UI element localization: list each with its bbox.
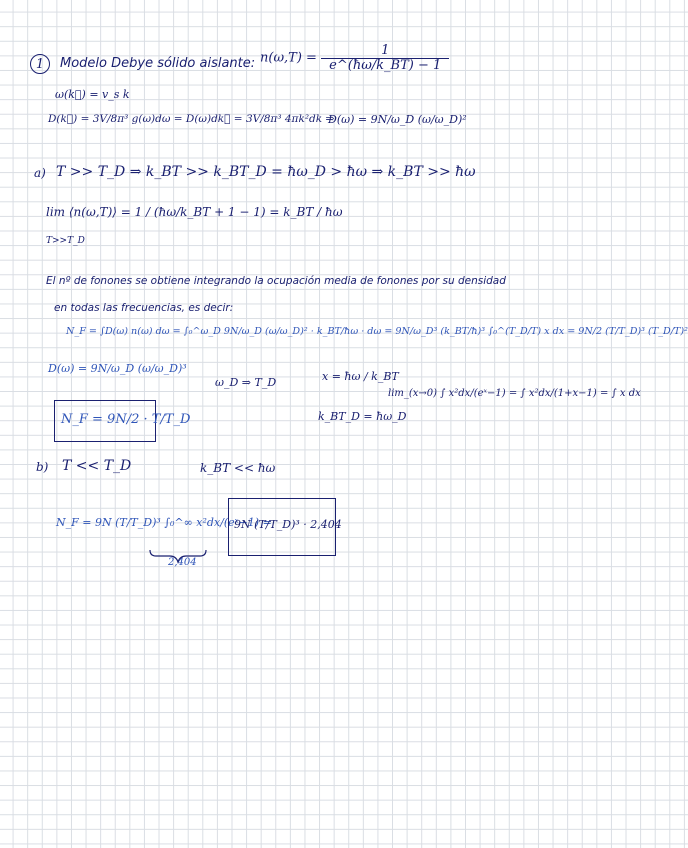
density-of-states-line: D(k⃗) = 3V/8π³ g(ω)dω = D(ω)dk⃗ = 3V/8π³ 4πk²dk ⇒ — [48, 113, 335, 125]
part-a-limit-subscript: T>>T_D — [46, 236, 85, 246]
part-a-limit: lim ⟨n(ω,T)⟩ = 1 / (ħω/k_BT + 1 − 1) = k_BT / ħω — [46, 205, 343, 219]
part-b-result: 9N (T/T_D)³ · 2,404 — [234, 518, 342, 531]
part-b-label: b) — [36, 460, 49, 474]
note-debye-temperature: ω_D ⇒ T_D — [215, 376, 277, 389]
debye-dos: D(ω) = 9N/ω_D (ω/ω_D)² — [328, 113, 467, 126]
part-b-integral: N_F = 9N (T/T_D)³ ∫₀^∞ x²dx/(eˣ−1) = — [56, 516, 272, 529]
part-b-integral-value: 2,404 — [168, 557, 197, 568]
part-b-condition-2: k_BT << ħω — [200, 461, 276, 475]
part-a-result: N_F = 9N/2 · T/T_D — [61, 412, 191, 427]
problem-title: Modelo Debye sólido aislante: — [60, 56, 256, 71]
occupation-formula: n(ω,T) = $\frac{1}{e\^{}(ħ\omega/k\_BT) - 1}$ — [260, 44, 449, 72]
part-b-condition: T << T_D — [62, 458, 132, 474]
part-a-label: a) — [34, 166, 46, 180]
part-a-text-line-2: en todas las frecuencias, es decir: — [54, 302, 234, 314]
part-a-condition: T >> T_D ⇒ k_BT >> k_BT_D = ħω_D > ħω ⇒ k_BT >> ħω — [56, 164, 476, 180]
part-a-text-line-1: El nº de fonones se obtiene integrando la ocupación media de fonones por su densidad — [46, 275, 506, 287]
note-debye-relation: k_BT_D = ħω_D — [318, 410, 407, 423]
phonon-number-integral: N_F = ∫D(ω) n(ω) dω = ∫₀^ω_D 9N/ω_D (ω/ω_D)² · k_BT/ħω · dω = 9N/ω_D³ (k_BT/ħ)³ ∫₀^(T_D/T) x dx = 9N/2 (T/T_D)³ (T_D/T)² — [66, 326, 688, 337]
note-substitution: x = ħω / k_BT — [322, 370, 399, 383]
note-limit-integral: lim_(x→0) ∫ x²dx/(eˣ−1) = ∫ x²dx/(1+x−1) = ∫ x dx — [388, 388, 641, 399]
dispersion-relation: ω(k⃗) = v_s k — [55, 88, 130, 101]
problem-number: 1 — [30, 54, 50, 74]
dos-repeat: D(ω) = 9N/ω_D (ω/ω_D)³ — [48, 362, 187, 375]
